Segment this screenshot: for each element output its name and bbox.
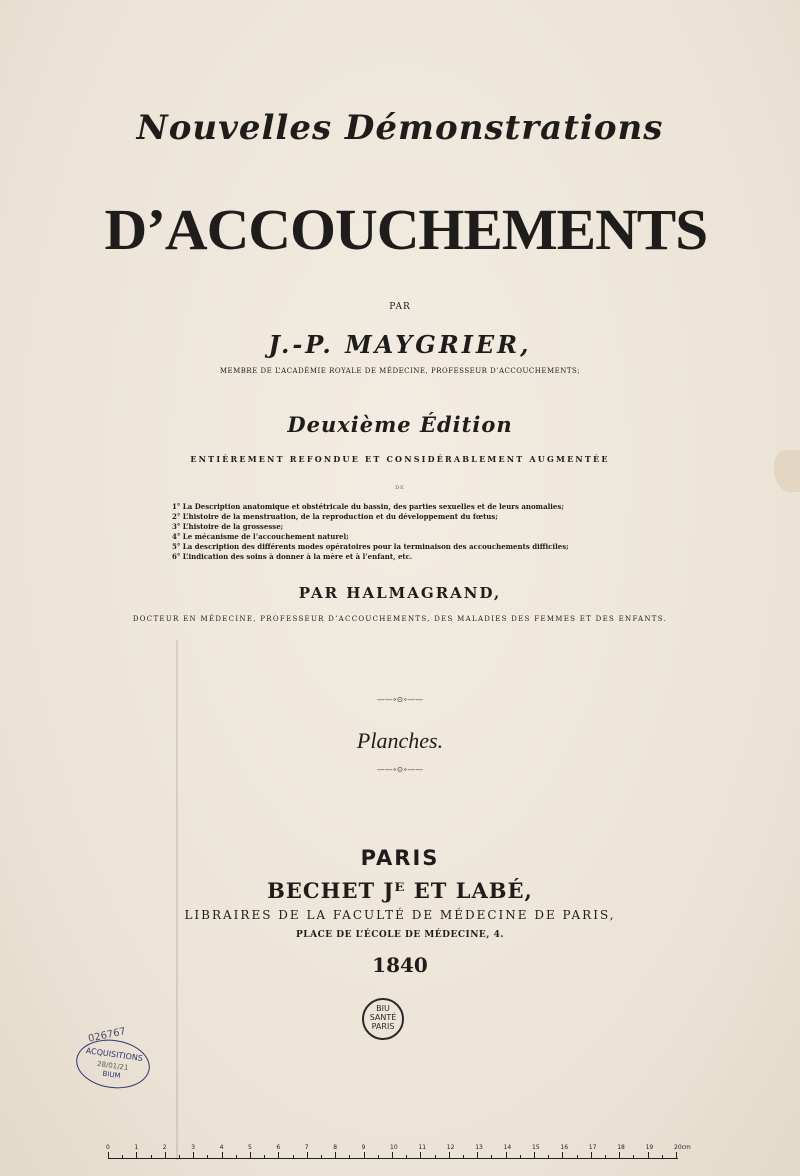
ruler-tick	[562, 1152, 563, 1159]
acquisitions-stamp	[73, 1035, 153, 1093]
ruler-tick	[278, 1152, 279, 1159]
ruler-label: 11	[418, 1144, 427, 1151]
ruler-tick	[619, 1152, 620, 1159]
ruler-label: 4	[219, 1144, 224, 1151]
ornament-top: ——∘⊙∘——	[376, 695, 424, 704]
ruler-tick	[676, 1152, 677, 1159]
planches-label: Planches.	[356, 728, 444, 753]
ruler-tick	[193, 1152, 194, 1159]
ruler-minor-tick	[577, 1155, 578, 1159]
ruler-tick	[250, 1152, 251, 1159]
ruler-label: 1	[134, 1144, 139, 1151]
ruler-minor-tick	[662, 1155, 663, 1159]
ruler-label: 6	[276, 1144, 281, 1151]
publisher-address: PLACE DE L’ÉCOLE DE MÉDECINE, 4.	[296, 930, 504, 940]
ruler-label: 5	[248, 1144, 252, 1151]
ruler-minor-tick	[179, 1155, 180, 1159]
ruler-label: 0	[106, 1144, 110, 1151]
ruler-label: 20cm	[674, 1144, 691, 1151]
ruler-label: 13	[475, 1144, 483, 1151]
stamp-line: BIUM	[101, 1069, 121, 1081]
ruler-minor-tick	[463, 1155, 464, 1159]
city-label: PARIS	[360, 846, 440, 870]
contents-item: 3° L’histoire de la grossesse;	[172, 522, 284, 531]
ruler-label: 3	[191, 1144, 196, 1151]
author-description: MEMBRE DE L’ACADÉMIE ROYALE DE MÉDECINE, PROFESSEUR D’ACCOUCHEMENTS;	[219, 367, 581, 375]
ruler-tick	[648, 1152, 649, 1159]
ruler-minor-tick	[207, 1155, 208, 1159]
ruler-label: 8	[333, 1144, 338, 1151]
ruler-minor-tick	[548, 1155, 549, 1159]
ruler-tick	[165, 1152, 166, 1159]
stamp-line: SANTÉ	[369, 1013, 397, 1022]
contents-item: 5° La description des différents modes opératoires pour la terminaison des accouchements difficiles;	[172, 542, 569, 551]
ruler-minor-tick	[349, 1155, 350, 1159]
ruler-minor-tick	[605, 1155, 606, 1159]
publisher-name: BECHET Jᴱ ET LABÉ,	[267, 878, 533, 903]
ruler-label: 12	[446, 1144, 455, 1151]
contents-item: 6° L’indication des soins à donner à la mère et à l’enfant, etc.	[172, 552, 413, 561]
contents-item: 1° La Description anatomique et obstétricale du bassin, des parties sexuelles et de leurs anomalies;	[172, 502, 564, 511]
ruler-minor-tick	[151, 1155, 152, 1159]
ruler-minor-tick	[633, 1155, 634, 1159]
ruler-tick	[534, 1152, 535, 1159]
edition-label: Deuxième Édition	[287, 412, 513, 437]
scale-ruler	[106, 1144, 691, 1162]
publisher-description: LIBRAIRES DE LA FACULTÉ DE MÉDECINE DE PARIS,	[184, 908, 616, 922]
de-label: DE	[395, 485, 405, 491]
title-main: D’ACCOUCHEMENTS	[104, 197, 708, 262]
ruler-tick	[108, 1152, 109, 1159]
contents-item: 2° L’histoire de la menstruation, de la reproduction et du développement du fœtus;	[172, 512, 498, 521]
ruler-minor-tick	[435, 1155, 436, 1159]
stamp-line: 28/01/21	[96, 1059, 129, 1073]
ruler-minor-tick	[491, 1155, 492, 1159]
ruler-tick	[392, 1152, 393, 1159]
ruler-minor-tick	[264, 1155, 265, 1159]
ruler-label: 17	[588, 1144, 597, 1151]
ruler-tick	[136, 1152, 137, 1159]
ruler-label: 15	[532, 1144, 540, 1151]
coauthor-description: DOCTEUR EN MÉDECINE, PROFESSEUR D’ACCOUCHEMENTS, DES MALADIES DES FEMMES ET DES ENFANTS.	[132, 615, 668, 623]
ruler-label: 14	[503, 1144, 512, 1151]
ruler-label: 10	[390, 1144, 398, 1151]
ruler-minor-tick	[378, 1155, 379, 1159]
coauthor-name: PAR HALMAGRAND,	[298, 584, 502, 602]
publication-year: 1840	[372, 953, 428, 977]
ruler-tick	[364, 1152, 365, 1159]
ruler-tick	[506, 1152, 507, 1159]
ruler-minor-tick	[122, 1155, 123, 1159]
ruler-minor-tick	[321, 1155, 322, 1159]
stamp-line: ACQUISITIONS	[85, 1046, 144, 1064]
title-top: Nouvelles Démonstrations	[136, 108, 664, 148]
ruler-label: 16	[560, 1144, 569, 1151]
ruler-label: 19	[645, 1144, 654, 1151]
contents-item: 4° Le mécanisme de l’accouchement naturel;	[172, 532, 349, 541]
ruler-tick	[222, 1152, 223, 1159]
ruler-minor-tick	[293, 1155, 294, 1159]
ruler-label: 7	[304, 1144, 309, 1151]
stamp-line: PARIS	[371, 1022, 395, 1031]
ruler-minor-tick	[406, 1155, 407, 1159]
ruler-tick	[307, 1152, 308, 1159]
ruler-tick	[449, 1152, 450, 1159]
ruler-minor-tick	[520, 1155, 521, 1159]
ruler-tick	[477, 1152, 478, 1159]
par-label: PAR	[389, 302, 411, 312]
shelfmark: 026767	[87, 1026, 127, 1045]
stamp-line: BIU	[376, 1004, 390, 1013]
ruler-label: 2	[162, 1144, 167, 1151]
author-name: J.-P. MAYGRIER,	[268, 330, 532, 359]
ornament-bottom: ——∘⊙∘——	[376, 765, 424, 774]
ruler-tick	[420, 1152, 421, 1159]
ruler-tick	[591, 1152, 592, 1159]
ruler-minor-tick	[236, 1155, 237, 1159]
edition-subtitle: ENTIÈREMENT REFONDUE ET CONSIDÉRABLEMENT AUGMENTÉE	[190, 454, 610, 464]
contents-list	[172, 502, 592, 562]
ruler-tick	[335, 1152, 336, 1159]
ruler-label: 9	[361, 1144, 366, 1151]
ruler-label: 18	[617, 1144, 625, 1151]
biu-sante-stamp	[362, 998, 404, 1040]
